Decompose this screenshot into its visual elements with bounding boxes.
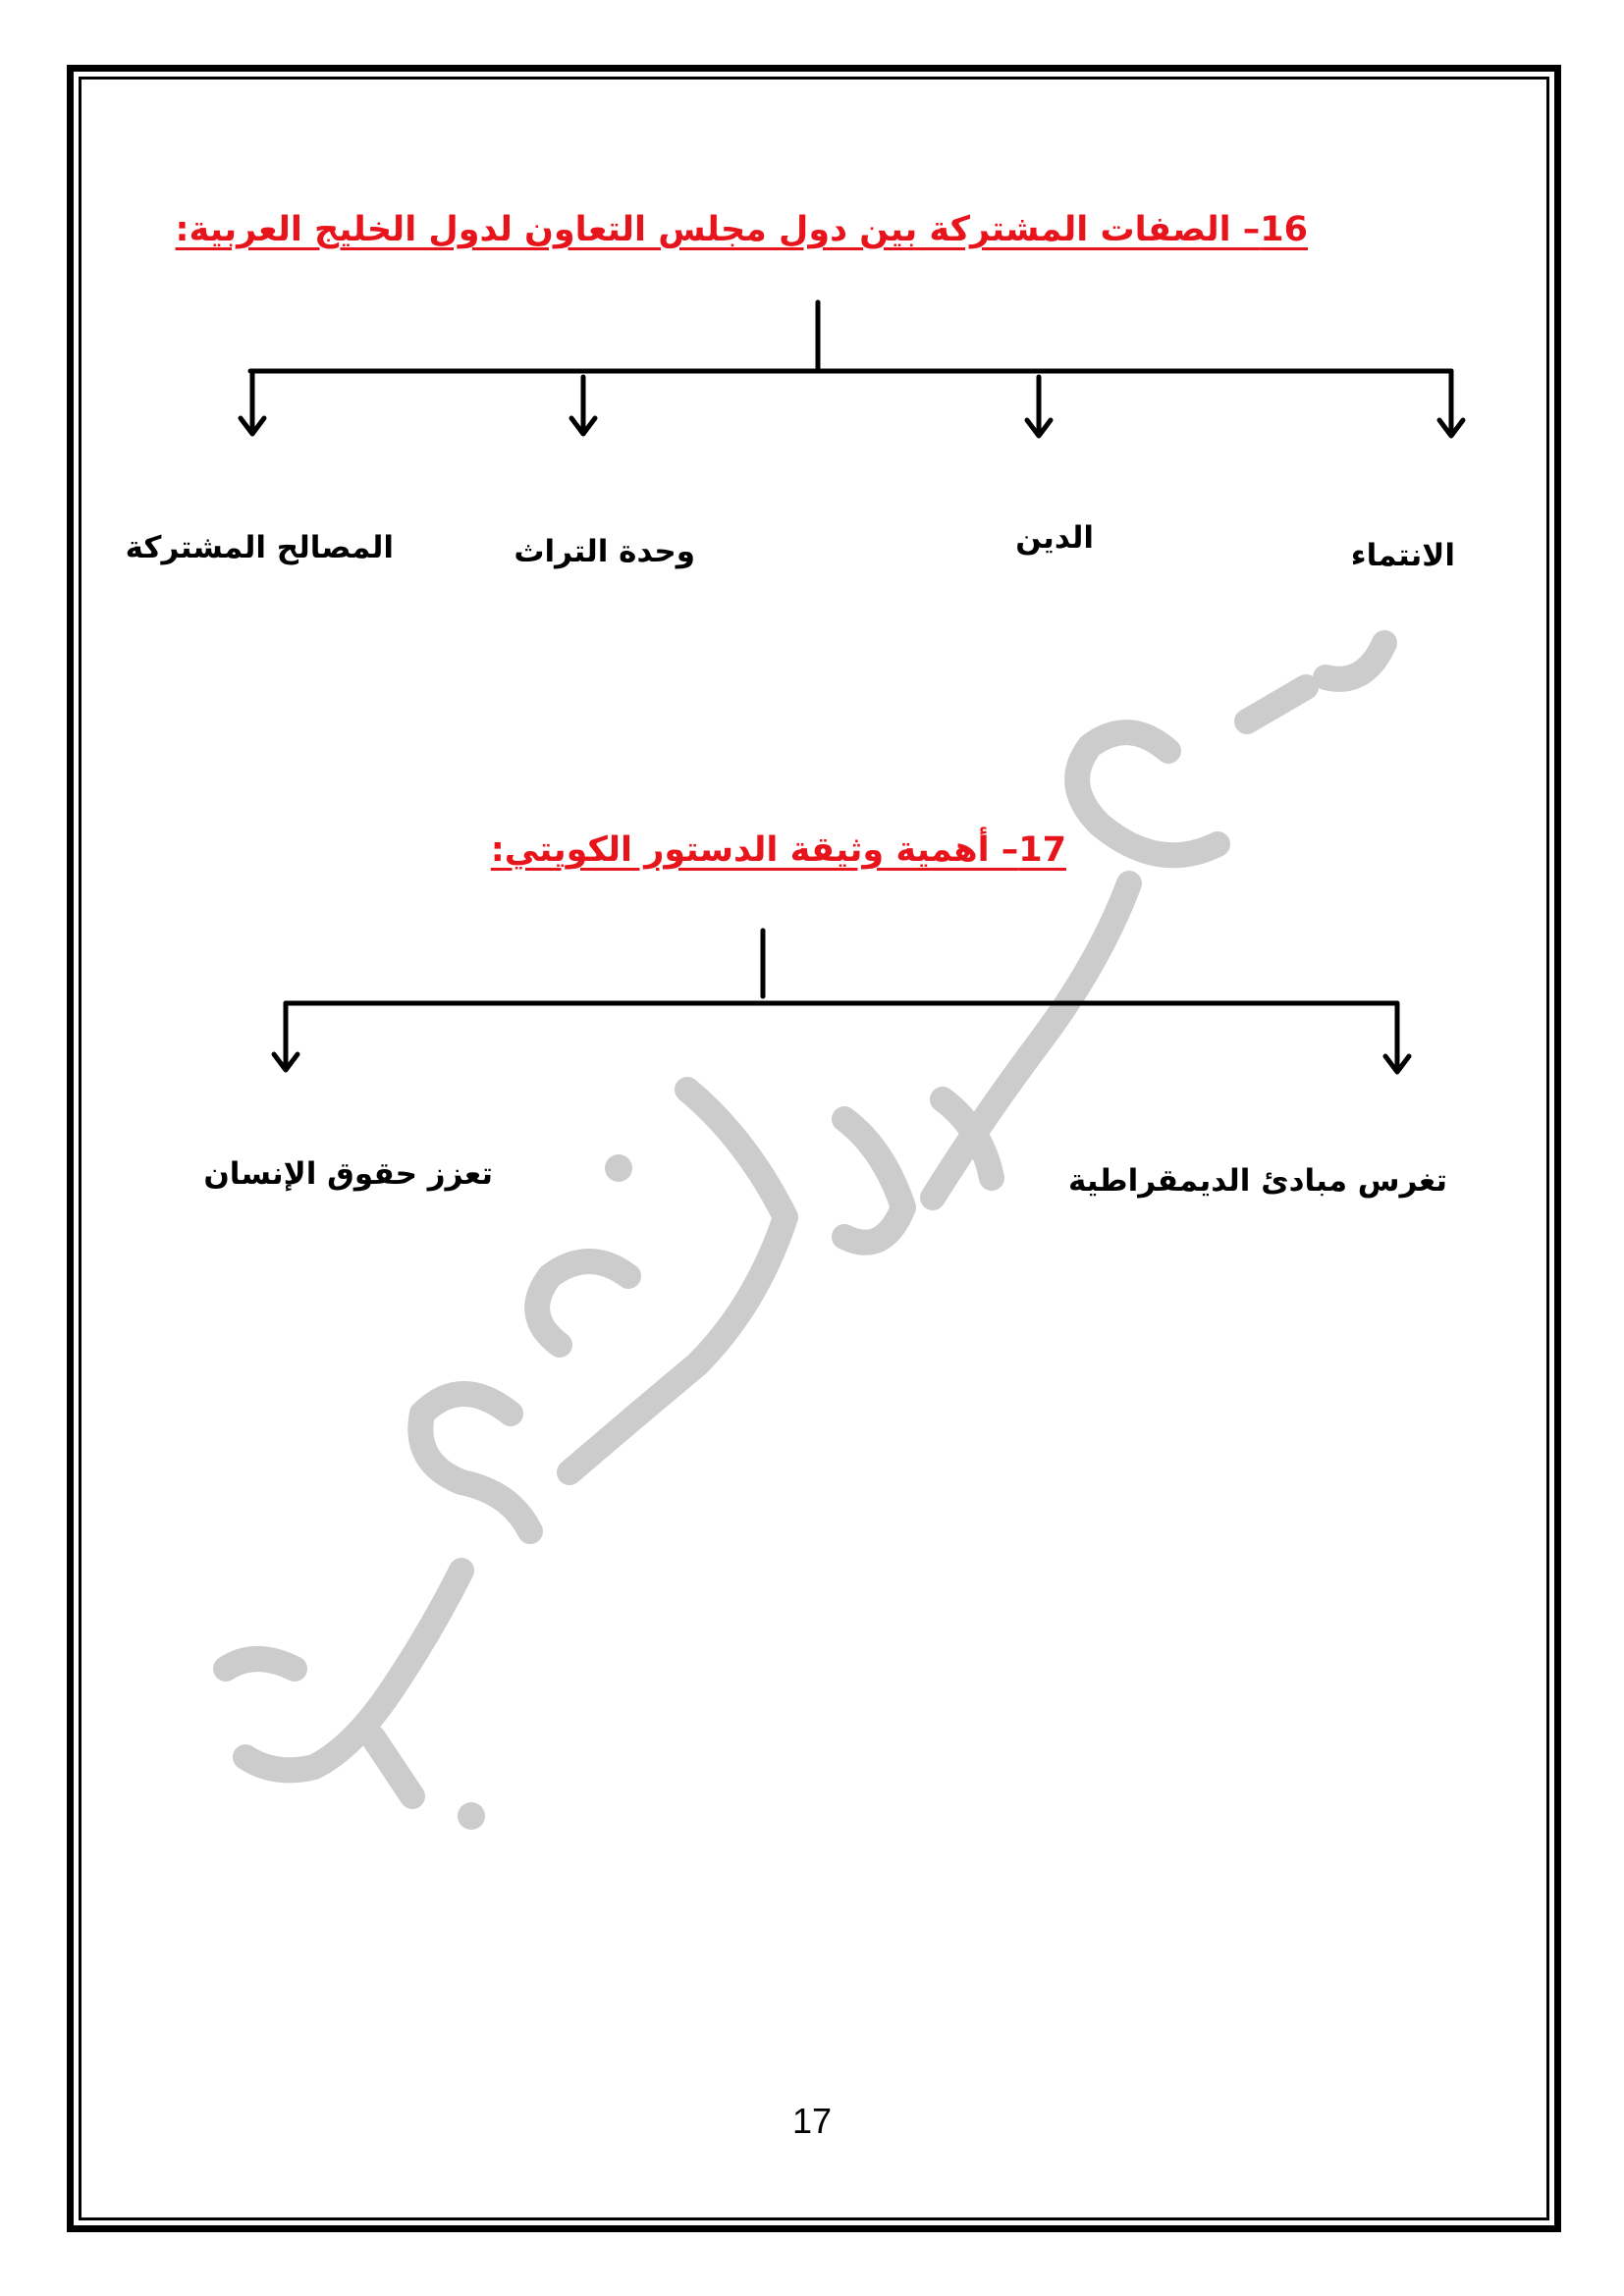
section-17-item-democracy: تغرس مبادئ الديمقراطية [1067, 1163, 1447, 1199]
section-16-title: 16– الصفات المشتركة بين دول مجلس التعاون لدول الخليج العربية: [175, 210, 1308, 249]
section-17-item-human-rights: تعزز حقوق الإنسان [203, 1156, 493, 1192]
section-16-item-common-interests: المصالح المشتركة [125, 530, 394, 565]
section-17-title: 17– أهمية وثيقة الدستور الكويتي: [490, 830, 1066, 870]
section-16-item-heritage-unity: وحدة التراث [514, 534, 695, 569]
section-16-item-belonging: الانتماء [1350, 538, 1455, 573]
page-number: 17 [791, 2101, 833, 2141]
section-16-item-religion: الدين [1015, 520, 1094, 556]
